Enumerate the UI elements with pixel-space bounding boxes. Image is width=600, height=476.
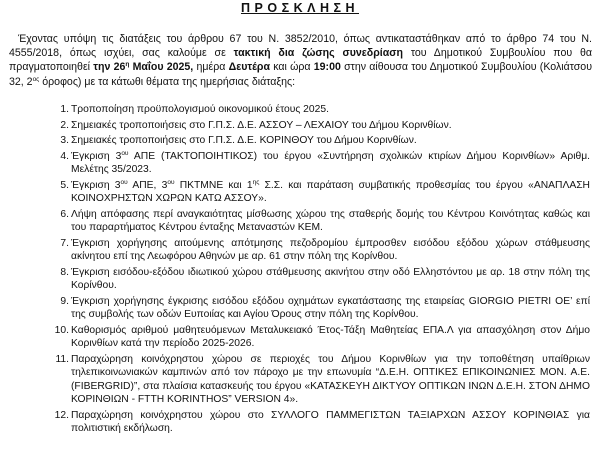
- agenda-item-text: Παραχώρηση κοινόχρηστου χώρου στο ΣΥΛΛΟΓΟ ΠΑΜΜΕΓΙΣΤΩΝ ΤΑΞΙΑΡΧΩΝ ΑΣΣΟΥ ΚΟΡΙΝΘΙΑΣ για πολιτιστική εκδήλωση.: [71, 409, 590, 434]
- agenda-item: [0, 353, 600, 407]
- meeting-time: 19:00: [313, 61, 341, 74]
- agenda-item: [0, 150, 600, 177]
- agenda-item-text: ΑΠΕ (ΤΑΚΤΟΠΟΙΗΤΙΚΟΣ) του έργου «Συντήρηση σχολικών κτιρίων Δήμου Κορινθίων» Αριθμ. Μελέτης 35/2023.: [71, 150, 590, 176]
- agenda-item-text: ΑΠΕ, 3: [127, 179, 168, 191]
- intro-text: στην αίθουσα του Δημοτικού Συμβουλίου (Κολιάτσου 32, 2: [9, 61, 592, 88]
- agenda-item: [0, 237, 600, 264]
- ordinal-suffix: ου: [167, 178, 175, 186]
- agenda-item: [0, 119, 600, 132]
- agenda-item-number: 7.: [60, 237, 69, 249]
- agenda-list: [0, 103, 600, 438]
- meeting-date: την $26^\eta$ Μαΐου 2025,: [93, 61, 194, 74]
- agenda-item-text: Έγκριση 3: [71, 150, 122, 162]
- agenda-item: [0, 103, 600, 116]
- intro-text: Έχοντας υπόψη τις διατάξεις του άρθρου 67 του Ν. 3852/2010, όπως αντικαταστάθηκαν από το άρθρο 74 του Ν. 4555/2018, όπως ισχύει, σας καλούμε σε: [9, 33, 592, 60]
- floor-ordinal: ος: [32, 75, 40, 83]
- agenda-item-text: Έγκριση χορήγησης έγκρισης εισόδου εξόδου οχημάτων εγκατάστασης της εταιρείας GIORGIO PIETRI ΟΕ’ επί της συμβολής των οδών Ευποιίας και Αγίου Όρους στην πόλη της Κορίνθου.: [71, 295, 590, 321]
- agenda-item-text: Σ.Σ. και παράταση συμβατικής προθεσμίας του έργου «ΑΝΑΠΛΑΣΗ ΚΟΙΝΟΧΡΗΣΤΩΝ ΧΩΡΩΝ ΚΑΤΩ ΑΣΣΟΥ».: [71, 179, 590, 205]
- agenda-item-number: 9.: [60, 295, 69, 307]
- agenda-item-number: 10.: [54, 324, 69, 336]
- agenda-item-number: 11.: [55, 353, 69, 365]
- agenda-item-text: Σημειακές τροποποιήσεις στο Γ.Π.Σ. Δ.Ε. ΑΣΣΟΥ – ΛΕΧΑΙΟΥ του Δήμου Κορινθίων.: [71, 119, 452, 131]
- agenda-item-text: ΠΚΤΜΝΕ και 1: [174, 179, 253, 191]
- ordinal-suffix: ης: [252, 178, 260, 186]
- agenda-item-text: Παραχώρηση κοινόχρηστου χώρου σε περιοχές του Δήμου Κορινθίων για την τοποθέτηση υπαίθριων τηλεπικοινωνιακών καμπινών από τον πάροχο με την επωνυμία “Δ.Ε.Η. ΟΠΤΙΚΕΣ ΕΠΙΚΟΙΝΩΝΙΕΣ ΜΟΝ. Α.Ε. (FIBERGRID)”, στα πλαίσια κατασκευής του έργου «ΚΑΤΑΣΚΕΥΗ ΔΙΚΤΥΟΥ ΟΠΤΙΚΩΝ ΙΝΩΝ Δ.Ε.Η. ΣΤΟΝ ΔΗΜΟ ΚΟΡΙΝΘΙΩΝ - FTTH KORINTHOS” VERSION 4».: [71, 353, 590, 405]
- agenda-item-text: Σημειακές τροποποιήσεις στο Γ.Π.Σ. Δ.Ε. ΚΟΡΙΝΘΟΥ του Δήμου Κορινθίων.: [71, 135, 417, 147]
- document-title: ΠΡΟΣΚΛΗΣΗ: [240, 1, 359, 15]
- agenda-item: [0, 134, 600, 147]
- agenda-item-text: Έγκριση 3: [71, 179, 121, 191]
- intro-paragraph: [9, 32, 592, 89]
- agenda-item-number: 8.: [60, 266, 69, 278]
- date-ordinal: η: [125, 61, 130, 69]
- agenda-item-text: Έγκριση χορήγησης αιτούμενης απότμησης πεζοδρομίου έμπροσθεν εισόδου εξόδου χώρων στάθμευσης ακίνητου επί της Λεωφόρου Αθηνών με αρ. 61 στην πόλη της Κορίνθου.: [71, 237, 590, 263]
- agenda-item-text: Λήψη απόφασης περί αναγκαιότητας μίσθωσης χώρου της σταθερής δομής του Κέντρου Κοινότητας καθώς και του παραρτήματος Κέντρου ένταξης Μεταναστών ΚΕΜ.: [71, 208, 590, 234]
- intro-text: ημέρα: [193, 61, 229, 74]
- meeting-type: τακτική δια ζώσης συνεδρίαση: [233, 47, 403, 60]
- agenda-item: [0, 179, 600, 206]
- intro-text: όροφος) με τα κάτωθι θέματα της ημερήσιας διάταξης:: [39, 75, 296, 88]
- agenda-item-text: Έγκριση εισόδου-εξόδου ιδιωτικού χώρου στάθμευσης ακινήτου στην οδό Ελληστόντου με αρ. 18 στην πόλη της Κορίνθου.: [71, 266, 590, 292]
- agenda-item-number: 6.: [60, 208, 69, 220]
- agenda-item-number: 2.: [60, 119, 69, 131]
- agenda-item-number: 4.: [60, 150, 69, 162]
- agenda-item-number: 5.: [60, 179, 69, 191]
- agenda-item: [0, 324, 600, 351]
- intro-text: και ώρα: [270, 61, 314, 74]
- intro-text: του Δημοτικού Συμβουλίου που θα πραγματοποιηθεί: [9, 47, 592, 74]
- agenda-item-text: Καθορισμός αριθμού μαθητευόμενων Μεταλυκειακό Έτος-Τάξη Μαθητείας ΕΠΑ.Λ για απασχόληση στον Δήμο Κορινθίων κατά την περίοδο 2025-2026.: [71, 324, 590, 350]
- agenda-item-number: 3.: [60, 135, 69, 147]
- ordinal-suffix: ου: [121, 149, 129, 157]
- ordinal-suffix: ου: [120, 178, 128, 186]
- agenda-item-text: Τροποποίηση προϋπολογισμού οικονομικού έτους 2025.: [71, 104, 329, 115]
- meeting-day: Δευτέρα: [228, 61, 270, 74]
- agenda-item: [0, 295, 600, 322]
- agenda-item-number: 12.: [54, 409, 69, 421]
- agenda-item-number: 1.: [60, 104, 69, 115]
- agenda-item: [0, 409, 600, 436]
- agenda-item: [0, 208, 600, 235]
- agenda-item: [0, 266, 600, 293]
